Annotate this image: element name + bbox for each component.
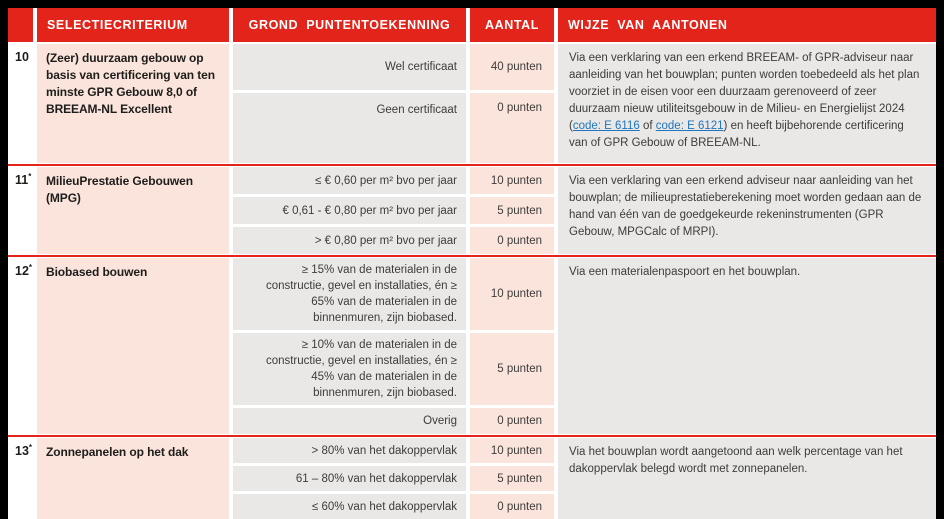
row-divider (8, 255, 936, 257)
wijze-text: Via een materialenpaspoort en het bouwplan. (569, 266, 801, 278)
table-body (8, 44, 936, 519)
aantal-cell: 5 punten (470, 466, 554, 491)
aantal-cell: 0 punten (470, 494, 554, 519)
criterium-cell: (Zeer) duurzaam gebouw op basis van certificering van ten minste GPR Gebouw 8,0 of BREEAM-NL Excellent (37, 44, 229, 163)
aantal-cell: 5 punten (470, 333, 554, 405)
row-number: 11* (8, 167, 33, 254)
grond-cell: > 80% van het dakoppervlak (233, 438, 466, 463)
criterium-cell: Biobased bouwen (37, 258, 229, 434)
wijze-text: Via het bouwplan wordt aangetoond aan welk percentage van het dakoppervlak belegd wordt met zonnepanelen. (569, 446, 903, 475)
wijze-text: Via een verklaring van een erkend adviseur naar aanleiding van het bouwplan; de milieuprestatieberekening moet worden gedaan aan de hand van één van de goedgekeurde rekeninstrumenten (GPR Gebouw, MPGCalc of MRPI). (569, 175, 922, 238)
wijze-text: ) en heeft bijbehorende certificering van of GPR Gebouw of BREEAM-NL. (569, 120, 904, 149)
aantal-cell: 0 punten (470, 408, 554, 434)
wijze-cell (558, 167, 936, 254)
header-col-number (8, 8, 33, 42)
row-number: 12* (8, 258, 33, 434)
wijze-cell (558, 438, 936, 519)
aantal-cell: 10 punten (470, 438, 554, 463)
header-col-grond-puntentoekenning: GROND PUNTENTOEKENNING (233, 8, 466, 42)
criterium-cell: MilieuPrestatie Gebouwen (MPG) (37, 167, 229, 254)
wijze-cell (558, 44, 936, 163)
wijze-text: Via een verklaring van een erkend BREEAM- of GPR-adviseur naar aanleiding van het bouwplan; punten worden toebedeeld als het plan voorziet in de eisen voor een duurzaam gerenoveerd of zeer duurzaam nieuw utiliteitsgebouw in de Milieu- en Energielijst 2024 ( (569, 52, 920, 132)
row-number: 13* (8, 438, 33, 519)
grond-cell: ≥ 15% van de materialen in de constructie, gevel en installaties, én ≥ 65% van de materialen in de binnenmuren, zijn biobased. (233, 258, 466, 330)
criteria-table (8, 8, 936, 513)
aantal-cell: 40 punten (470, 44, 554, 90)
aantal-cell: 5 punten (470, 197, 554, 224)
grond-cell: € 0,61 - € 0,80 per m² bvo per jaar (233, 197, 466, 224)
aantal-cell: 10 punten (470, 167, 554, 194)
row-divider (8, 435, 936, 437)
aantal-cell: 0 punten (470, 93, 554, 163)
table-row (8, 167, 936, 254)
wijze-cell (558, 258, 936, 434)
wijze-text: of (639, 120, 656, 132)
aantal-cell: 0 punten (470, 227, 554, 254)
grond-cell: ≥ 10% van de materialen in de constructie, gevel en installaties, én ≥ 45% van de materialen in de binnenmuren, zijn biobased. (233, 333, 466, 405)
table-header (8, 8, 936, 42)
grond-cell: > € 0,80 per m² bvo per jaar (233, 227, 466, 254)
code-link[interactable]: code: E 6121 (655, 120, 724, 132)
header-col-selectiecriterium: SELECTIECRITERIUM (37, 8, 229, 42)
row-number: 10 (8, 44, 33, 163)
grond-cell: ≤ € 0,60 per m² bvo per jaar (233, 167, 466, 194)
table-row (8, 438, 936, 519)
grond-cell: Overig (233, 408, 466, 434)
table-row (8, 44, 936, 163)
grond-cell: Wel certificaat (233, 44, 466, 90)
grond-cell: 61 – 80% van het dakoppervlak (233, 466, 466, 491)
row-divider (8, 164, 936, 166)
code-link[interactable]: code: E 6116 (572, 120, 640, 132)
table-row (8, 258, 936, 434)
grond-cell: ≤ 60% van het dakoppervlak (233, 494, 466, 519)
grond-cell: Geen certificaat (233, 93, 466, 163)
header-col-aantal: AANTAL (470, 8, 554, 42)
header-col-wijze-van-aantonen: WIJZE VAN AANTONEN (558, 8, 936, 42)
aantal-cell: 10 punten (470, 258, 554, 330)
criterium-cell: Zonnepanelen op het dak (37, 438, 229, 519)
